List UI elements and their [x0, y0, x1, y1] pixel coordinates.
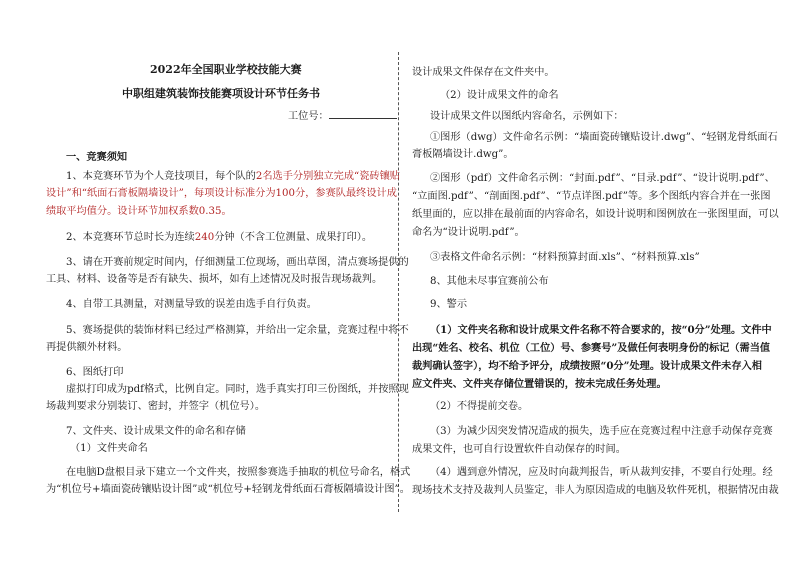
- naming-dwg-line1: ①图形（dwg）文件命名示例：“墙面瓷砖镶贴设计.dwg”、“轻钢龙骨纸面石: [430, 132, 778, 143]
- rule-1-line3: 绩取平均值分。设计环节加权系数0.35。: [46, 206, 232, 217]
- rule-1-line1: [66, 170, 400, 184]
- doc-title-line2: 中职组建筑装饰技能赛项设计环节任务书: [122, 87, 320, 100]
- warning-1-line1: （1）文件夹名称和设计成果文件名称不符合要求的，按“0分”处理。文件中: [430, 324, 772, 336]
- naming-dwg-line2: 膏板隔墙设计.dwg”。: [412, 149, 514, 160]
- warning-2: （2）不得提前交卷。: [430, 401, 529, 412]
- naming-pdf-line4: 命名为“设计说明.pdf”。: [412, 227, 525, 238]
- rule-2-text-c: 分钟（不含工位测量、成果打印）。: [214, 232, 373, 243]
- naming-xls: ③表格文件命名示例：“材料预算封面.xls”、“材料预算.xls”: [430, 252, 700, 263]
- naming-pdf-line3: 纸里面的，应以排在最前面的内容命名，如设计说明和图例放在一张图里面，可以: [412, 209, 779, 220]
- rule-7-sub-heading: （1）文件夹命名: [70, 443, 148, 454]
- rule-7-line2: 为“机位号+墙面瓷砖镶贴设计图”或“机位号+轻钢龙骨纸面石膏板隔墙设计图”。: [46, 484, 410, 495]
- warning-3-line1: （3）为减少因突发情况造成的损失，选手应在竞赛过程中注意手动保存竞赛: [430, 426, 773, 437]
- warning-1-line3: 裁判确认签字），均不给予评分，成绩按照“0分”处理。设计成果文件未存入相: [412, 360, 762, 372]
- rule-3-line2: 工具、材料、设备等是否有缺失、损坏，如有上述情况及时报告现场裁判。: [46, 274, 383, 285]
- station-number-blank: [329, 108, 397, 119]
- column-divider: [398, 52, 399, 512]
- rule-1-text-a: 1、本竞赛环节为个人竞技项目，每个队的: [66, 171, 256, 182]
- rule-1-line2: 设计”和“纸面石膏板隔墙设计”，每项设计标准分为100分，参赛队最终设计成: [46, 188, 397, 199]
- station-number-field: [288, 108, 397, 124]
- rule-6-line2: 场裁判要求分别装订、密封，并签字（机位号）。: [46, 401, 266, 412]
- rule-6-line1: 虚拟打印成为pdf格式，比例自定。同时，选手真实打印三份图纸，并按照现: [66, 384, 409, 395]
- warning-4-line2: 现场技术支持及裁判人员鉴定，非人为原因造成的电脑及软件死机，根据情况由裁: [412, 485, 779, 496]
- rule-1-count: 2: [255, 171, 263, 182]
- rule-7-heading: 7、文件夹、设计成果文件的命名和存储: [66, 426, 246, 437]
- naming-pdf-line1: ②图形（pdf）文件命名示例：“封面.pdf”、“目录.pdf”、“设计说明.pdf”、: [430, 173, 775, 184]
- warning-1-line2: 出现“姓名、校名、机位（工位）号、参赛号”及做任何表明身份的标记（需当值: [412, 342, 771, 354]
- warning-3-line2: 成果文件，也可自行设置软件自动保存的时间。: [412, 444, 626, 455]
- rule-3-line1: 3、请在开赛前规定时间内，仔细测量工位现场，画出草图，清点赛场提供的: [66, 257, 409, 268]
- naming-heading: （2）设计成果文件的命名: [440, 90, 559, 101]
- rule-5-line2: 再提供额外材料。: [46, 342, 128, 353]
- rule-6-heading: 6、图纸打印: [66, 367, 124, 378]
- right-line-save: 设计成果文件保存在文件夹中。: [412, 67, 555, 78]
- doc-title-line1: 2022年全国职业学校技能大赛: [150, 63, 302, 76]
- rule-2: [66, 231, 372, 245]
- rule-5-line1: 5、赛场提供的装饰材料已经过严格测算，并给出一定余量，竞赛过程中将不: [66, 325, 409, 336]
- rule-4: 4、自带工具测量，对测量导致的误差由选手自行负责。: [66, 299, 317, 310]
- rule-2-duration: 240: [194, 232, 215, 243]
- rule-2-text-a: 2、本竞赛环节总时长为连续: [66, 232, 195, 243]
- naming-pdf-line2: “立面图.pdf”、“剖面图.pdf”、“节点详图.pdf”等。多个图纸内容合并在一张图: [412, 191, 771, 202]
- rule-7-line1: 在电脑D盘根目录下建立一个文件夹，按照参赛选手抽取的机位号命名，格式: [66, 467, 411, 478]
- rule-9-heading: 9、警示: [430, 299, 468, 310]
- warning-4-line1: （4）遇到意外情况，应及时向裁判报告，听从裁判安排，不要自行处理。经: [430, 467, 773, 478]
- rule-1-text-c: 名选手分别独立完成“瓷砖镶贴: [262, 171, 400, 182]
- naming-intro: 设计成果文件以图纸内容命名，示例如下：: [430, 111, 624, 122]
- station-number-label: 工位号：: [288, 111, 329, 122]
- warning-1-line4: 应文件夹、文件夹存储位置错误的，按未完成任务处理。: [412, 378, 667, 390]
- rule-8: 8、其他未尽事宜赛前公布: [430, 276, 549, 287]
- section-heading-rules: 一、竞赛须知: [66, 151, 128, 163]
